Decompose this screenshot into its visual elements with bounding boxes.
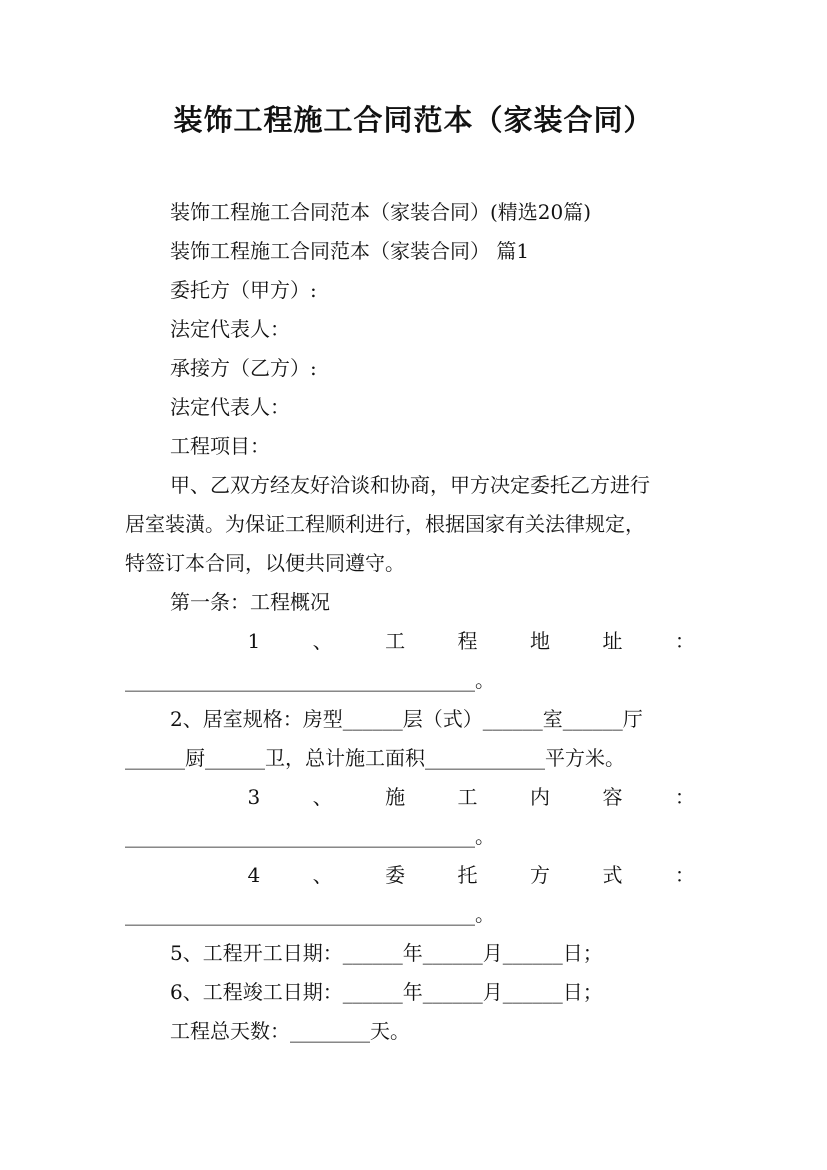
party-a-label: 委托方（甲方）: <box>170 278 317 302</box>
item-1-address-blank: ___________________________________。 <box>125 668 495 692</box>
subtitle-collection: 装饰工程施工合同范本（家装合同）(精选20篇) <box>170 200 592 224</box>
item-2-room-spec-line-2: ______厨______卫，总计施工面积____________平方米。 <box>125 746 625 770</box>
item-4-method-label: 4 、 委 托 方 式 ： <box>247 863 695 887</box>
item-2-room-spec-line-1: 2、居室规格：房型______层（式）______室______厅 <box>170 707 643 731</box>
item-3-content-blank: ___________________________________。 <box>125 824 495 848</box>
item-5-start-date: 5、工程开工日期：______年______月______日； <box>170 941 603 965</box>
intro-paragraph-line-2: 居室装潢。为保证工程顺利进行，根据国家有关法律规定， <box>125 512 645 536</box>
intro-paragraph-line-3: 特签订本合同，以便共同遵守。 <box>125 551 405 575</box>
total-days: 工程总天数：________天。 <box>170 1019 410 1043</box>
party-a-representative-label: 法定代表人： <box>170 317 290 341</box>
project-label: 工程项目： <box>170 434 270 458</box>
party-b-label: 承接方（乙方）: <box>170 356 317 380</box>
item-3-content-label: 3 、 施 工 内 容 ： <box>247 785 695 809</box>
item-6-completion-date: 6、工程竣工日期：______年______月______日； <box>170 980 603 1004</box>
item-1-address-label: 1 、 工 程 地 址 ： <box>247 629 695 653</box>
document-title: 装饰工程施工合同范本（家装合同） <box>173 103 654 137</box>
article-1-heading: 第一条：工程概况 <box>170 590 330 614</box>
party-b-representative-label: 法定代表人： <box>170 395 290 419</box>
subtitle-part: 装饰工程施工合同范本（家装合同） 篇1 <box>170 239 530 263</box>
item-4-method-blank: ___________________________________。 <box>125 902 495 926</box>
intro-paragraph-line-1: 甲、乙双方经友好洽谈和协商，甲方决定委托乙方进行 <box>170 473 650 497</box>
